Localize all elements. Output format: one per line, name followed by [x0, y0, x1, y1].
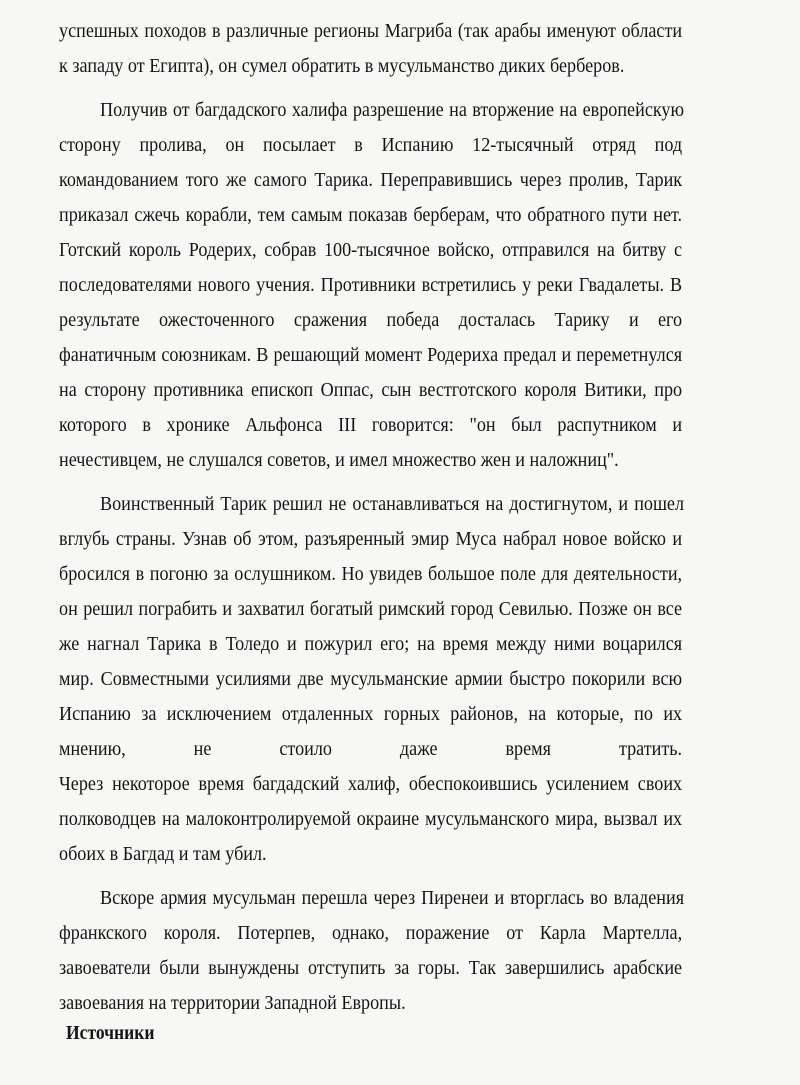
text-line: Вскоре армия мусульман перешла через Пиренеи и вторглась во владения [100, 888, 685, 909]
text-line: результате ожесточенного сражения победа досталась Тарику и его [59, 310, 683, 331]
text-line: которого в хронике Альфонса III говорится: "он был распутником и [59, 415, 683, 436]
text-line: обоих в Багдад и там убил. [59, 844, 267, 865]
text-line: Через некоторое время багдадский халиф, обеспокоившись усилением своих [59, 774, 683, 795]
text-line: командованием того же самого Тарика. Переправившись через пролив, Тарик [59, 170, 683, 191]
text-line: приказал сжечь корабли, тем самым показав берберам, что обратного пути нет. [59, 205, 683, 226]
text-line: франкского короля. Потерпев, однако, поражение от Карла Мартелла, [59, 923, 683, 944]
text-line: сторону пролива, он посылает в Испанию 12-тысячный отряд под [59, 135, 683, 156]
text-line: завоеватели были вынуждены отступить за горы. Так завершились арабские [59, 958, 683, 979]
text-line: на сторону противника епископ Оппас, сын вестготского короля Витики, про [59, 380, 683, 401]
text-line: к западу от Египта), он сумел обратить в мусульманство диких берберов. [59, 56, 625, 77]
text-line: завоевания на территории Западной Европы. [59, 993, 406, 1014]
sources-heading: Источники [66, 1023, 155, 1044]
text-line: Готский король Родерих, собрав 100-тысячное войско, отправился на битву с [59, 240, 683, 261]
text-line: фанатичным союзникам. В решающий момент Родериха предал и переметнулся [59, 345, 683, 366]
text-line: мир. Совместными усилиями две мусульманские армии быстро покорили всю [59, 669, 683, 690]
text-line: успешных походов в различные регионы Магриба (так арабы именуют области [59, 21, 683, 42]
text-line: Воинственный Тарик решил не останавливаться на достигнутом, и пошел [100, 494, 685, 515]
text-line: мнению, не стоило даже время тратить. [59, 739, 683, 760]
text-line: нечестивцем, не слушался советов, и имел множество жен и наложниц". [59, 450, 619, 471]
text-line: вглубь страны. Узнав об этом, разъяренный эмир Муса набрал новое войско и [59, 529, 683, 550]
text-line: же нагнал Тарика в Толедо и пожурил его; на время между ними воцарился [59, 634, 683, 655]
text-line: полководцев на малоконтролируемой окраине мусульманского мира, вызвал их [59, 809, 683, 830]
text-line: последователями нового учения. Противники встретились у реки Гвадалеты. В [59, 275, 683, 296]
text-line: бросился в погоню за ослушником. Но увидев большое поле для деятельности, [59, 564, 683, 585]
text-line: он решил пограбить и захватил богатый римский город Севилью. Позже он все [59, 599, 683, 620]
text-line: Получив от багдадского халифа разрешение на вторжение на европейскую [100, 100, 685, 121]
text-line: Испанию за исключением отдаленных горных районов, на которые, по их [59, 704, 683, 725]
